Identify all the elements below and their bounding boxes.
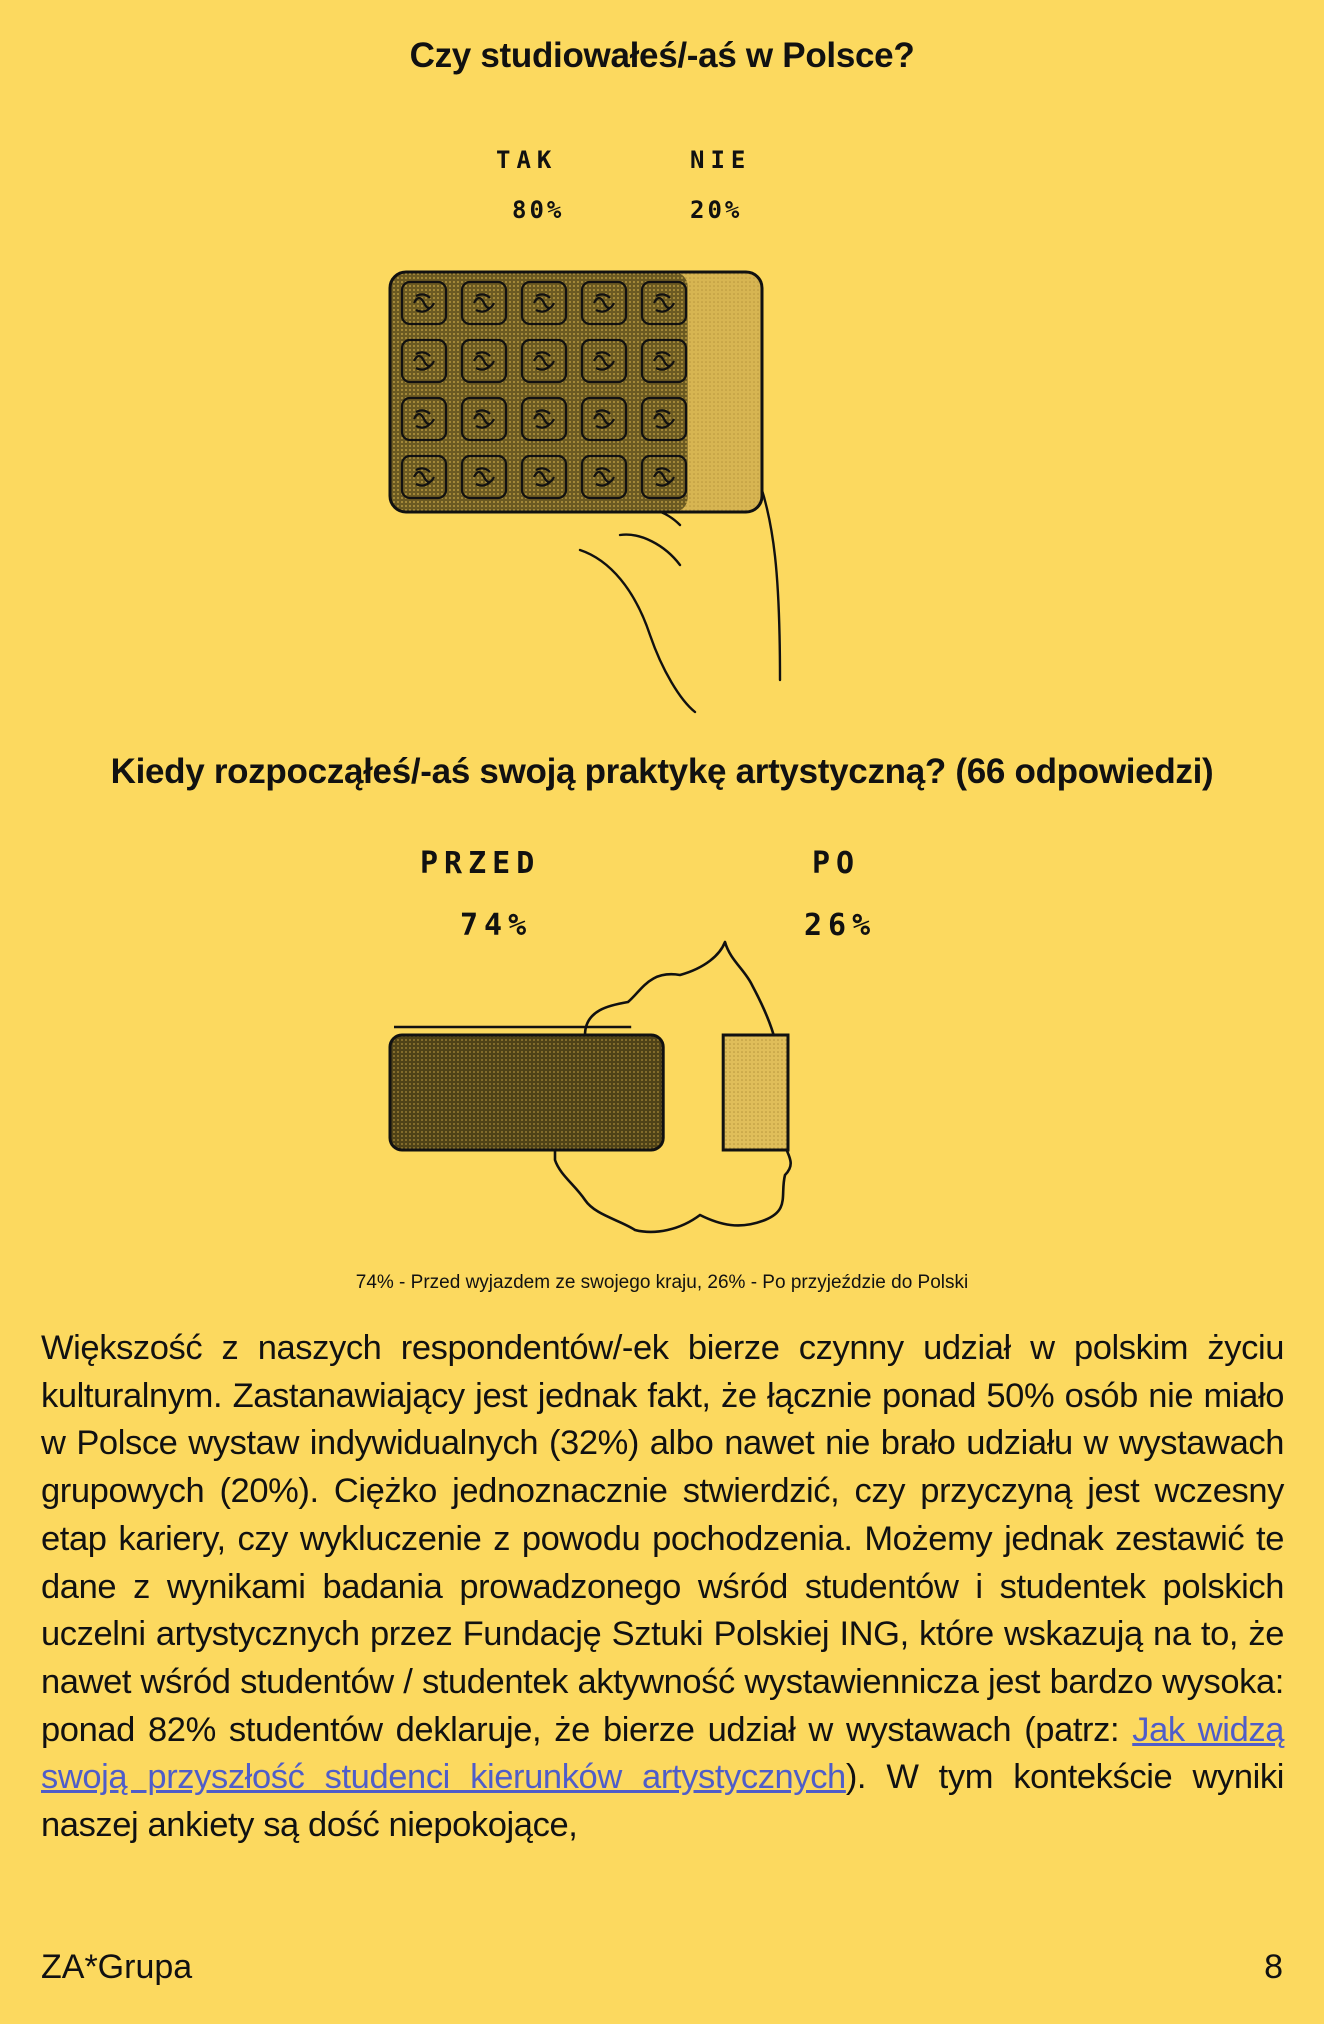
bar-przed	[390, 1035, 663, 1150]
chart-caption: 74% - Przed wyjazdem ze swojego kraju, 26% - Po przyjeździe do Polski	[355, 1272, 969, 1293]
question-1-title: Czy studiowałeś/-aś w Polsce?	[409, 36, 915, 75]
answer-label-tak: TAK	[496, 146, 558, 174]
bar-po	[723, 1035, 788, 1150]
answer-label-nie: NIE	[690, 146, 752, 174]
practice-bar	[390, 1027, 788, 1150]
bar-map-chart	[380, 930, 900, 1240]
answer-label-przed: PRZED	[420, 846, 541, 881]
question-2-title: Kiedy rozpocząłeś/-aś swoją praktykę artystyczną? (66 odpowiedzi)	[110, 752, 1214, 791]
footer-brand: ZA*Grupa	[41, 1948, 193, 1986]
answer-label-po: PO	[812, 846, 861, 881]
percent-label-przed: 74%	[460, 908, 533, 943]
study-report-link[interactable]: Jak widzą swoją przyszłość studenci kierunków artystycznych	[41, 1710, 1284, 1797]
chocolate-bar	[390, 272, 762, 512]
body-text-part-1: Większość z naszych respondentów/-ek bierze czynny udział w polskim życiu kulturalnym. Zastanawiający jest jednak fakt, że łącznie ponad 50% osób nie miało w Polsce wystaw indywidualnych (32%) albo nawet nie brało udziału w wystawach grupowych (20%). Ciężko jednoznacznie stwierdzić, czy przyczyną jest wczesny etap kariery, czy wykluczenie z powodu pochodzenia. Możemy jednak zestawić te dane z wynikami badania prowadzonego wśród studentów i studentek polskich uczelni artystycznych przez Fundację Sztuki Polskiej ING, które wskazują na to, że nawet wśród studentów / studentek aktywność wystawiennicza jest bardzo wysoka: ponad 82% studentów deklaruje, że bierze udział w wystawach (patrz:	[41, 1329, 1284, 1749]
chocolate-bar-chart	[380, 260, 760, 710]
body-text-part-2: ). W tym kontekście wyniki naszej ankiety są dość niepokojące,	[41, 1758, 1284, 1845]
percent-label-tak: 80%	[512, 196, 565, 224]
percent-label-po: 26%	[804, 908, 877, 943]
percent-label-nie: 20%	[690, 196, 743, 224]
body-paragraph	[41, 1325, 1284, 1850]
page-number: 8	[1264, 1948, 1283, 1986]
